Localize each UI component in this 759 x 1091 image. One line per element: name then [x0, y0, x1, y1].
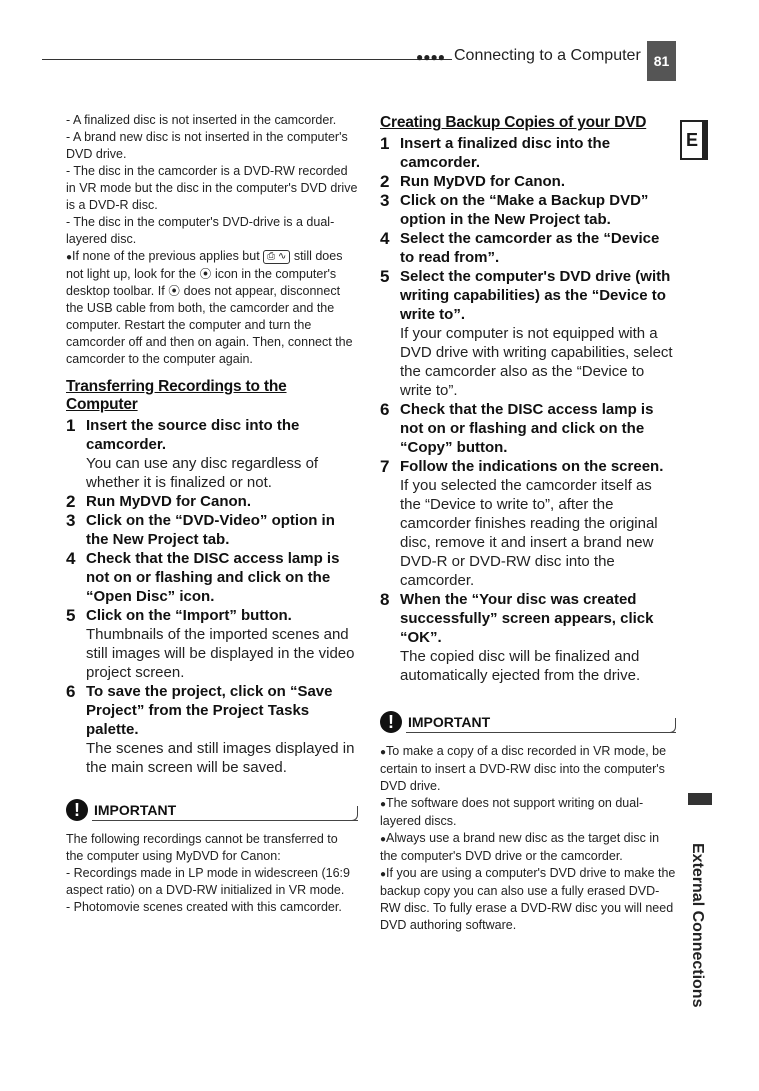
- language-tab-label: E: [685, 129, 698, 150]
- section-title-backup: Creating Backup Copies of your DVD: [380, 114, 647, 131]
- fallback-text-1: If none of the previous applies but: [72, 249, 260, 263]
- step-title: Click on the “Make a Backup DVD” option in the New Project tab.: [400, 192, 649, 228]
- language-tab: [680, 120, 704, 160]
- step-title: Click on the “DVD-Video” option in the New Project tab.: [86, 512, 335, 548]
- step-item: [66, 549, 358, 606]
- step-title: Insert the source disc into the camcorder.: [86, 417, 300, 453]
- step-title: Insert a finalized disc into the camcorder.: [400, 135, 611, 171]
- step-text: You can use any disc regardless of whether it is finalized or not.: [86, 455, 319, 491]
- step-number: 3: [380, 191, 390, 210]
- disc-icon: ⦿: [199, 267, 212, 281]
- important-rule: [406, 732, 676, 733]
- side-section-text: External Connections: [689, 842, 706, 1008]
- step-number: 4: [66, 549, 76, 568]
- step-text: The scenes and still images displayed in the main screen will be saved.: [86, 740, 355, 776]
- step-number: 5: [66, 606, 76, 625]
- step-text: If you selected the camcorder itself as the “Device to write to”, after the camcorder finishes reading the original disc, remove it and insert a brand new DVD-R or DVD-RW disc into the camcorder.: [400, 477, 658, 589]
- side-bar-marker: [688, 793, 712, 805]
- important-label: IMPORTANT: [408, 714, 491, 730]
- step-title: Run MyDVD for Canon.: [400, 173, 565, 190]
- step-item: [380, 134, 676, 172]
- step-item: [66, 606, 358, 682]
- step-number: 7: [380, 457, 390, 476]
- step-title: To save the project, click on “Save Project” from the Project Tasks palette.: [86, 683, 333, 738]
- camera-pc-icon: ⎙ ∿: [263, 250, 290, 264]
- important-header: [66, 797, 358, 823]
- step-item: [66, 416, 358, 492]
- step-number: 6: [66, 682, 76, 701]
- left-column: [66, 112, 358, 916]
- step-title: Follow the indications on the screen.: [400, 458, 664, 475]
- fallback-text-4: does not appear, disconnect the USB cable from both, the camcorder and the computer. Restart the computer and turn the camcorder off and then on again. Then, connect the camcorder to the computer again.: [66, 284, 353, 366]
- section-title-transferring: Transferring Recordings to the Computer: [66, 378, 287, 413]
- note-item: - A brand new disc is not inserted in the computer's DVD drive.: [66, 130, 348, 161]
- step-text: The copied disc will be finalized and automatically ejected from the drive.: [400, 648, 641, 684]
- step-number: 1: [380, 134, 390, 153]
- step-item: [66, 511, 358, 549]
- step-title: Click on the “Import” button.: [86, 607, 292, 624]
- step-number: 4: [380, 229, 390, 248]
- note-item: - The disc in the camcorder is a DVD-RW recorded in VR mode but the disc in the computer's DVD drive is a DVD-R disc.: [66, 164, 358, 212]
- important-note: - Photomovie scenes created with this camcorder.: [66, 900, 342, 914]
- step-item: [380, 590, 676, 685]
- step-item: [66, 682, 358, 777]
- step-item: [380, 457, 676, 590]
- right-column: [380, 112, 676, 934]
- step-title: Check that the DISC access lamp is not on or flashing and click on the “Copy” button.: [400, 401, 654, 456]
- step-number: 3: [66, 511, 76, 530]
- disc-icon: ⦿: [168, 284, 181, 298]
- step-item: [380, 172, 676, 191]
- important-note: ● Always use a brand new disc as the target disc in the computer's DVD drive or the camcorder.: [380, 830, 676, 865]
- step-item: [380, 191, 676, 229]
- step-number: 2: [66, 492, 76, 511]
- step-item: [380, 229, 676, 267]
- header-rule: [42, 59, 452, 60]
- note-item: - The disc in the computer's DVD-drive is a dual-layered disc.: [66, 215, 335, 246]
- step-item: [380, 400, 676, 457]
- step-number: 5: [380, 267, 390, 286]
- important-label: IMPORTANT: [94, 802, 177, 818]
- fallback-text-3: icon in the computer's desktop toolbar. If: [66, 267, 337, 298]
- header-dots: ●●●●: [416, 50, 445, 64]
- important-note: ● If you are using a computer's DVD drive to make the backup copy you can also use a fully erased DVD-RW disc. To fully erase a DVD-RW disc you will need DVD authoring software.: [380, 865, 676, 934]
- step-text: Thumbnails of the imported scenes and still images will be displayed in the video project screen.: [86, 626, 355, 681]
- step-item: [66, 492, 358, 511]
- step-text: If your computer is not equipped with a DVD drive with writing capabilities, select the camcorder also as the “Device to write to”.: [400, 325, 673, 399]
- fallback-note: [66, 248, 358, 368]
- step-title: Run MyDVD for Canon.: [86, 493, 251, 510]
- page-number: 81: [647, 41, 676, 81]
- step-title: Select the camcorder as the “Device to read from”.: [400, 230, 660, 266]
- step-number: 2: [380, 172, 390, 191]
- step-number: 1: [66, 416, 76, 435]
- important-note: ● To make a copy of a disc recorded in VR mode, be certain to insert a DVD-RW disc into the computer's DVD drive.: [380, 743, 676, 795]
- important-note: The following recordings cannot be transferred to the computer using MyDVD for Canon:: [66, 832, 338, 863]
- important-header: [380, 709, 676, 735]
- step-item: [380, 267, 676, 400]
- page-title: Connecting to a Computer: [454, 47, 641, 64]
- fallback-text-2: still does not light up, look for the: [66, 249, 343, 281]
- important-note: - Recordings made in LP mode in widescreen (16:9 aspect ratio) on a DVD-RW initialized in VR mode.: [66, 866, 350, 897]
- step-title: Select the computer's DVD drive (with writing capabilities) as the “Device to write to”.: [400, 268, 671, 323]
- important-note: ● The software does not support writing on dual-layered discs.: [380, 795, 676, 830]
- step-title: When the “Your disc was created successfully” screen appears, click “OK”.: [400, 591, 654, 646]
- step-title: Check that the DISC access lamp is not on or flashing and click on the “Open Disc” icon.: [86, 550, 340, 605]
- step-number: 8: [380, 590, 390, 609]
- important-rule: [92, 820, 358, 821]
- step-number: 6: [380, 400, 390, 419]
- warning-icon: !: [380, 711, 402, 733]
- note-item: - A finalized disc is not inserted in the camcorder.: [66, 113, 337, 127]
- warning-icon: !: [66, 799, 88, 821]
